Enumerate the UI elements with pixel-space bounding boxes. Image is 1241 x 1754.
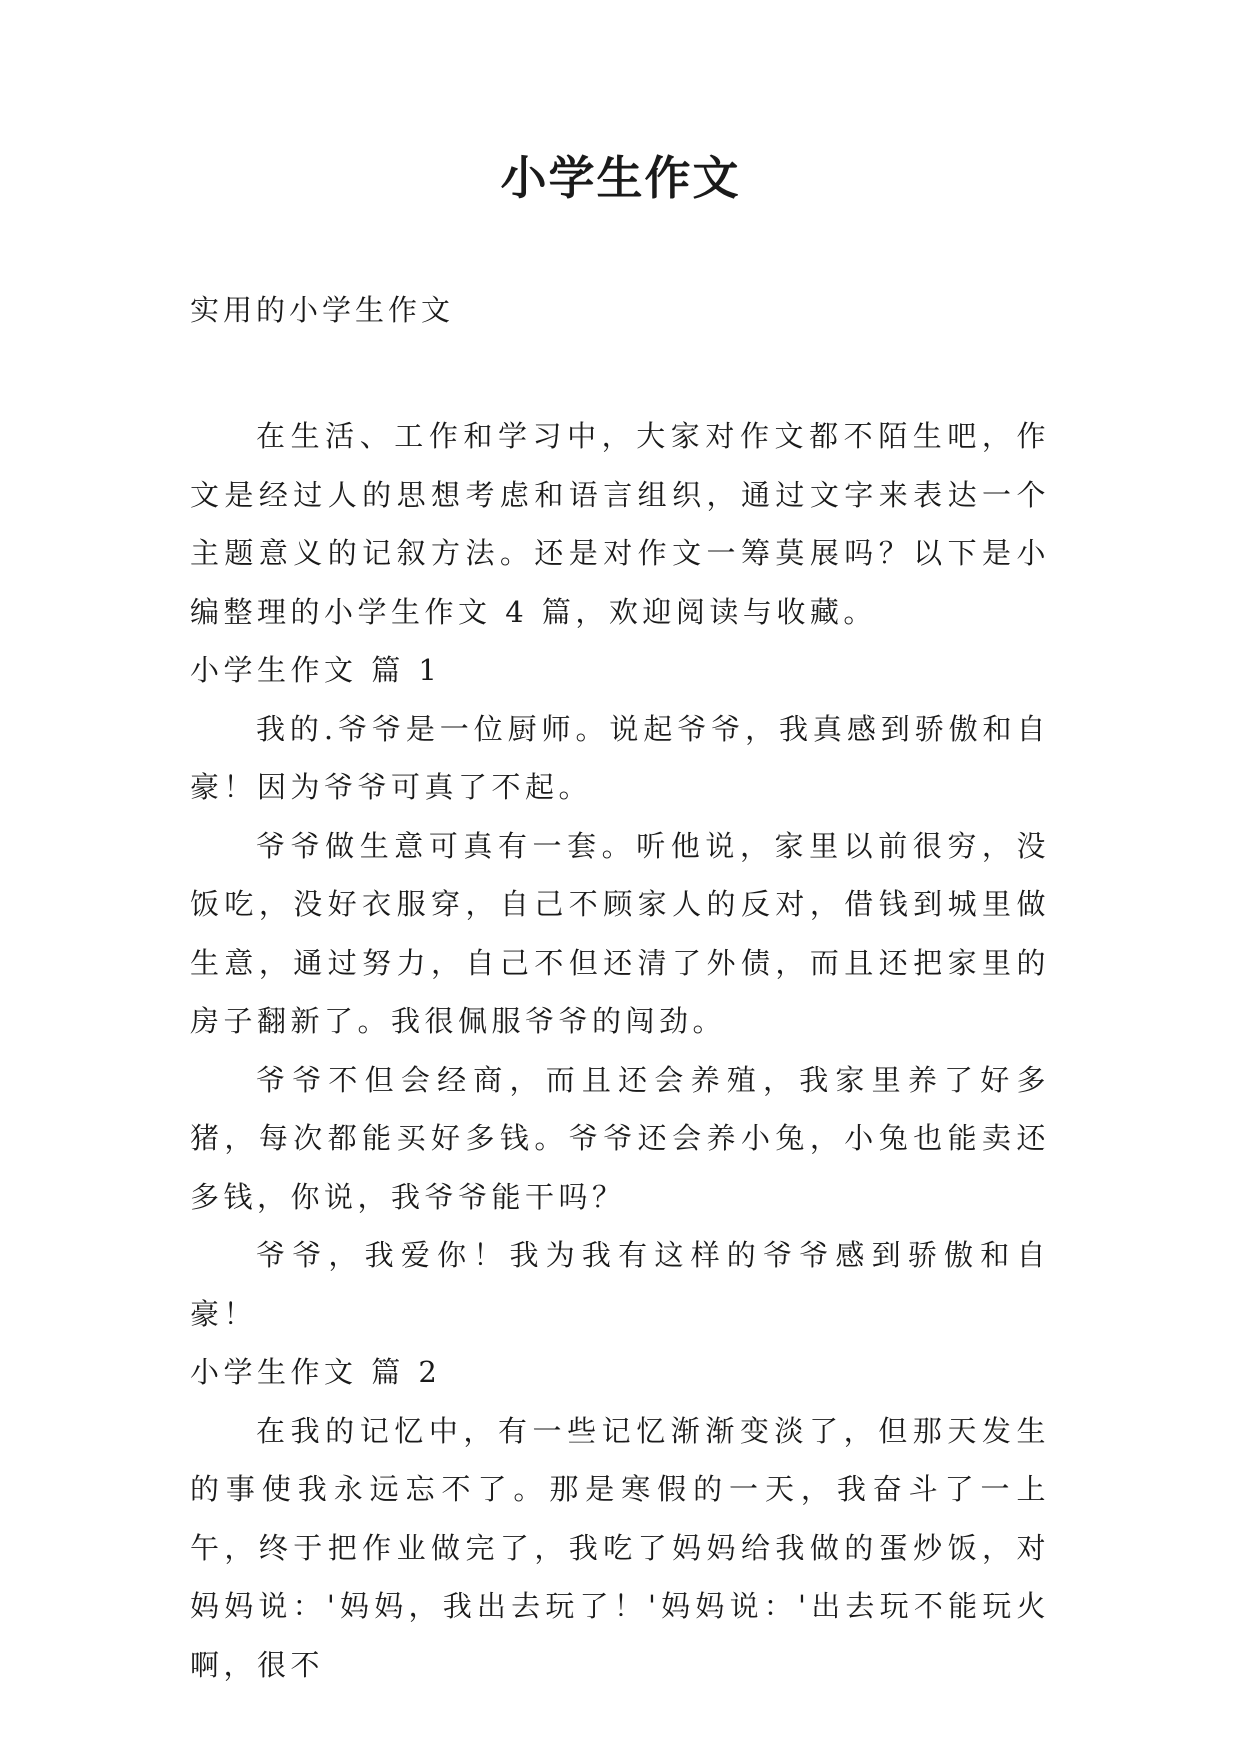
essay-paragraph: 在我的记忆中，有一些记忆渐渐变淡了，但那天发生的事使我永远忘不了。那是寒假的一天，我奋斗了一上午，终于把作业做完了，我吃了妈妈给我做的蛋炒饭，对妈妈说：'妈妈，我出去玩了！'妈妈说：'出去玩不能玩火啊，很不: [190, 1413, 1050, 1682]
page-title: 小学生作文: [500, 151, 741, 205]
document-subtitle: 实用的小学生作文: [190, 293, 455, 327]
essay-paragraph: 我的.爷爷是一位厨师。说起爷爷，我真感到骄傲和自豪！因为爷爷可真了不起。: [190, 711, 1050, 804]
essay-paragraph: 爷爷，我爱你！我为我有这样的爷爷感到骄傲和自豪！: [190, 1238, 1050, 1331]
essay-paragraph: 爷爷做生意可真有一套。听他说，家里以前很穷，没饭吃，没好衣服穿，自己不顾家人的反对，借钱到城里做生意，通过努力，自己不但还清了外债，而且还把家里的房子翻新了。我很佩服爷爷的闯劲。: [190, 828, 1050, 1038]
essay-heading: 小学生作文 篇 2: [190, 1355, 442, 1389]
intro-paragraph: 在生活、工作和学习中，大家对作文都不陌生吧，作文是经过人的思想考虑和语言组织，通过文字来表达一个主题意义的记叙方法。还是对作文一筹莫展吗？以下是小编整理的小学生作文 4 篇，欢迎阅读与收藏。: [190, 419, 1050, 629]
essay-heading: 小学生作文 篇 1: [190, 653, 442, 687]
document-body: [190, 407, 1050, 1694]
essay-paragraph: 爷爷不但会经商，而且还会养殖，我家里养了好多猪，每次都能买好多钱。爷爷还会养小兔，小兔也能卖还多钱，你说，我爷爷能干吗？: [190, 1062, 1050, 1214]
